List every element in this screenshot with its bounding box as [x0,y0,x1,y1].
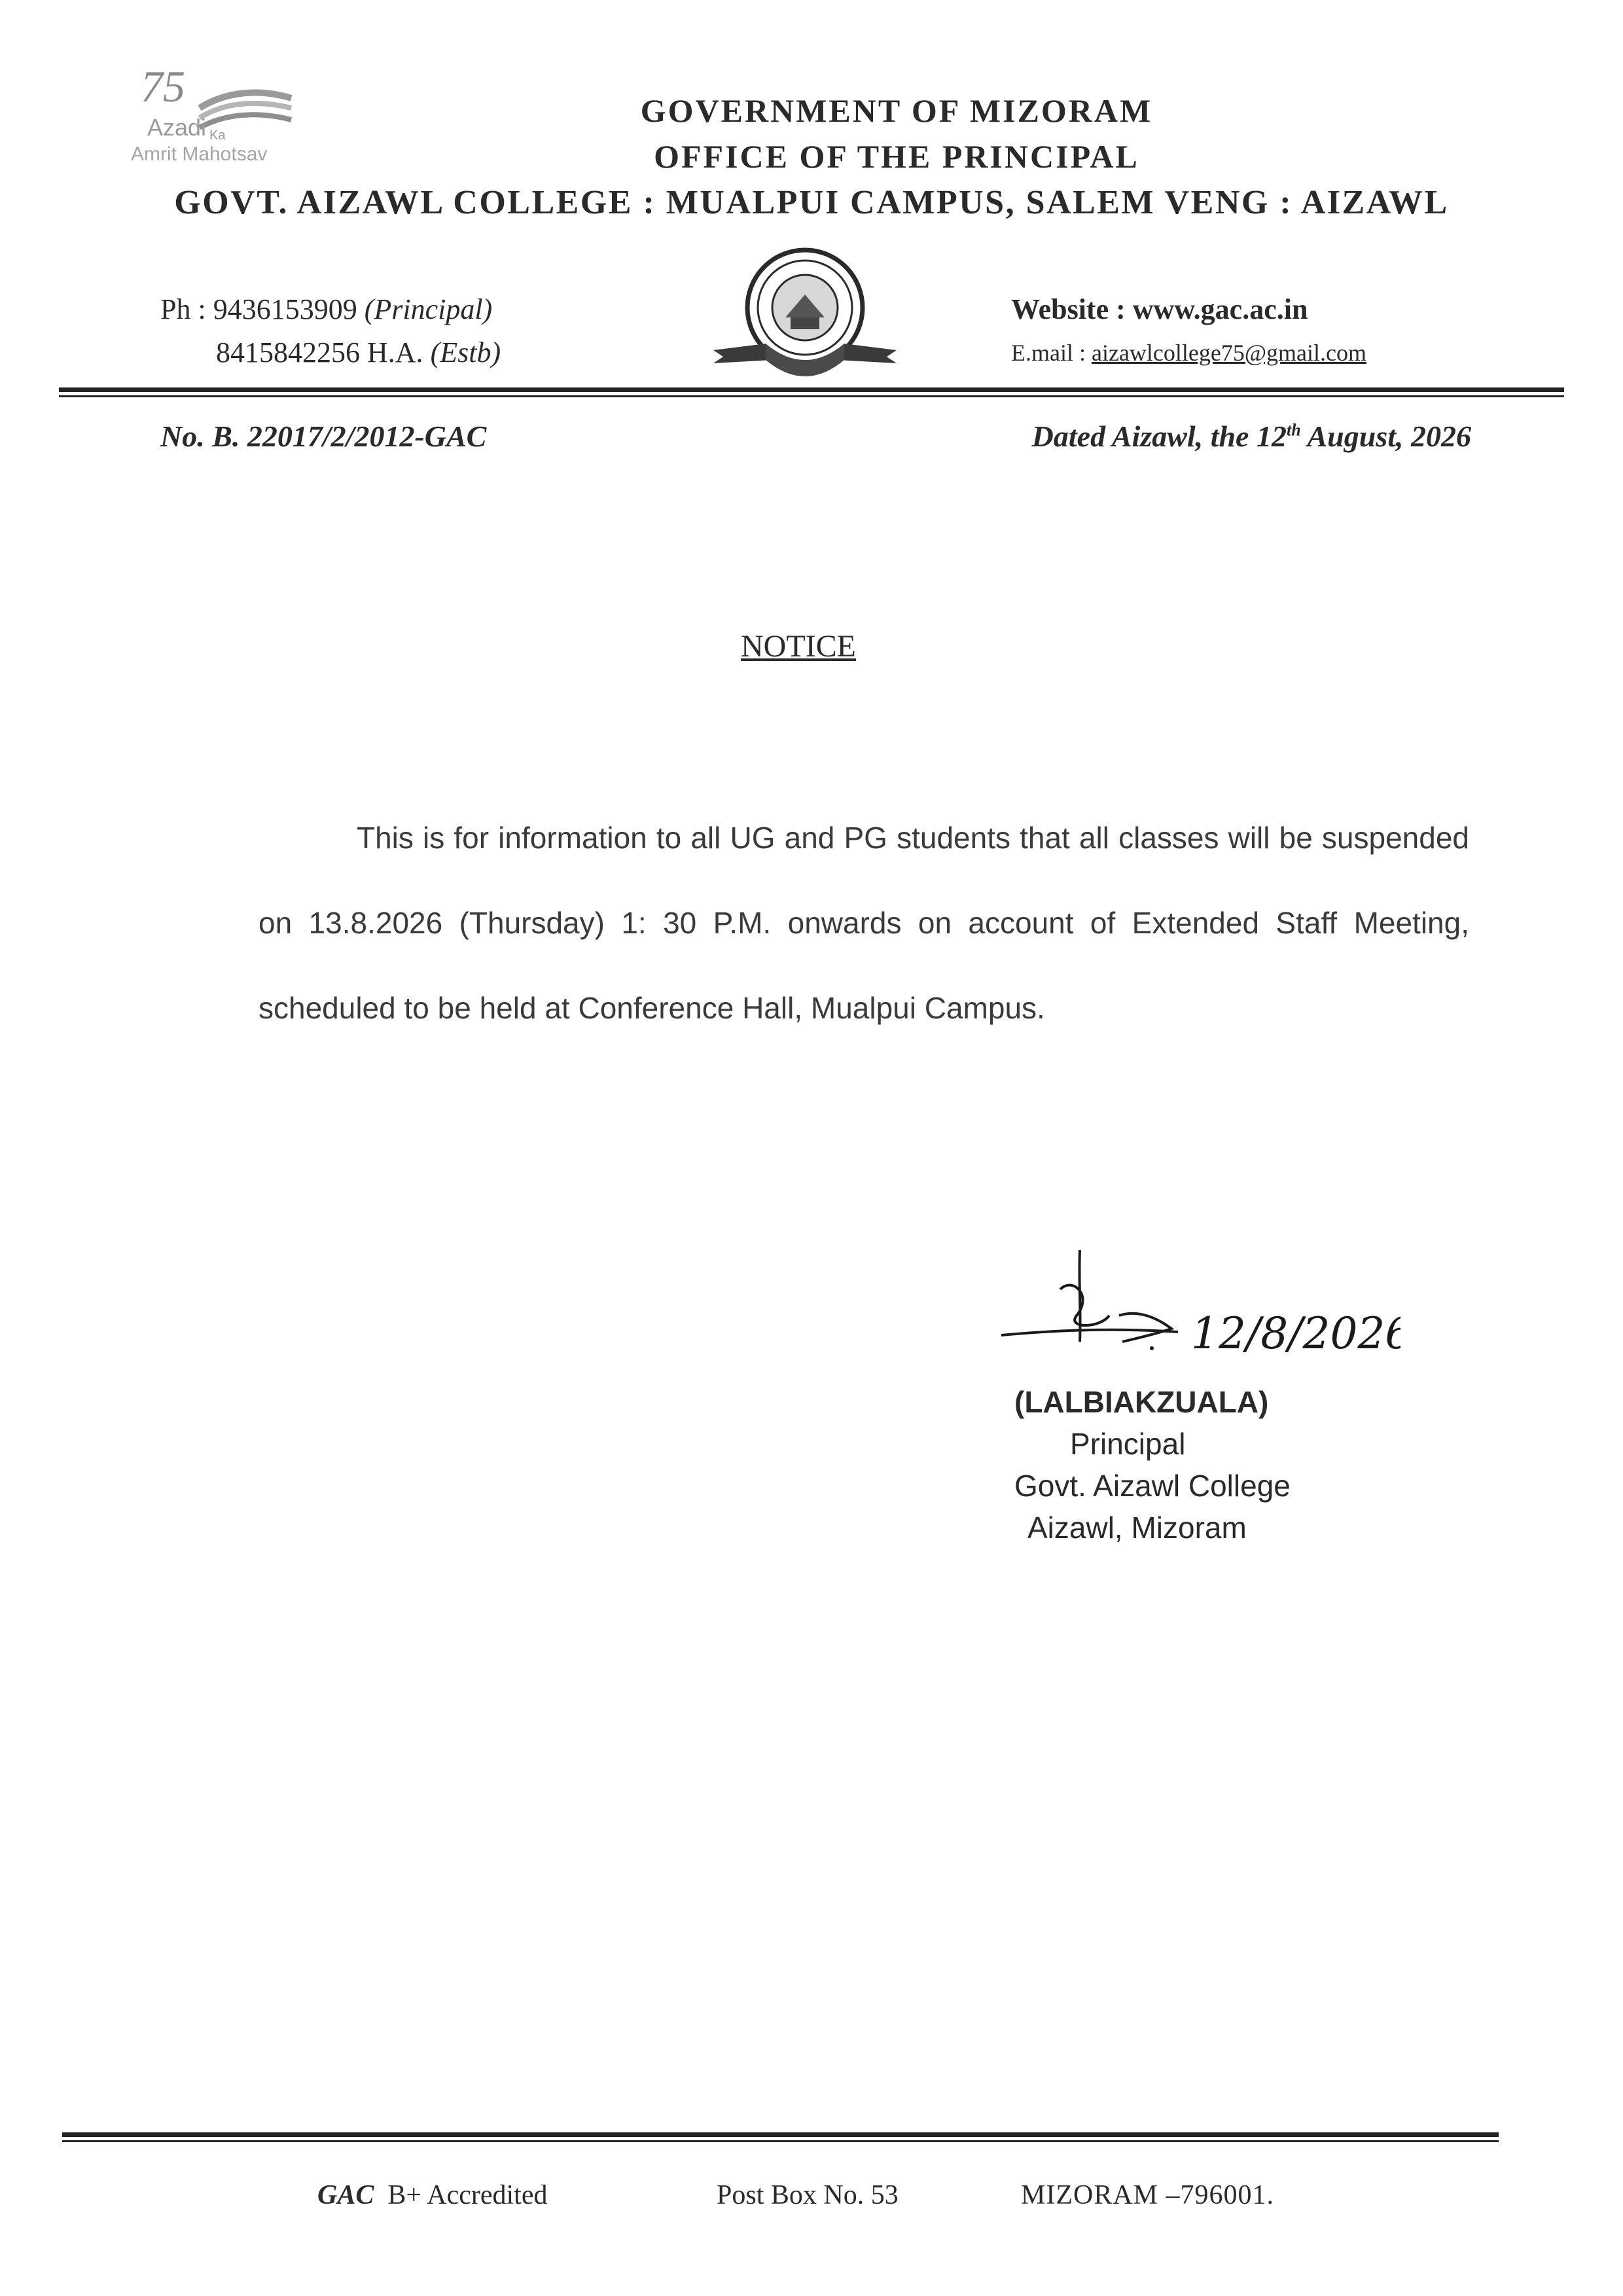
header-divider-thick [59,387,1564,392]
signatory-place: Aizawl, Mizoram [1027,1511,1247,1545]
website-link[interactable]: : www.gac.ac.in [1116,293,1308,325]
notice-body: This is for information to all UG and PG students that all classes will be suspended on 13.8.2026 (Thursday) 1: 30 P.M. onwards on account of Extended Staff Meeting, scheduled to be held at Conference Hall, Mualpui Campus. [259,821,1469,1025]
government-title: GOVERNMENT OF MIZORAM [640,92,1153,129]
estb-phone: 8415842256 H.A. [216,336,423,368]
footer-gac: GAC [317,2180,374,2210]
phone-label: Ph : [160,293,206,325]
college-title: GOVT. AIZAWL COLLEGE : MUALPUI CAMPUS, SALEM VENG : AIZAWL [174,184,1449,221]
signatory-title: Principal [1070,1427,1186,1461]
footer-divider-thick [62,2132,1499,2137]
estb-role: (Estb) [430,336,501,368]
email-label: E.mail : [1011,340,1086,366]
footer-accreditation [317,2179,547,2211]
email-link[interactable]: aizawlcollege75@gmail.com [1091,340,1366,366]
signatory-name: (LALBIAKZUALA) [1014,1385,1269,1419]
reference-date: Dated Aizawl, the 12th August, 2026 [1031,420,1471,453]
amrit-mahotsav: Amrit Mahotsav [131,143,268,165]
azadi-ka: Ka [209,128,226,143]
college-seal-emblem [687,245,923,396]
office-title: OFFICE OF THE PRINCIPAL [654,138,1139,175]
web-block [1011,288,1366,374]
handwritten-signature [995,1237,1400,1388]
footer-postbox: Post Box No. 53 [717,2180,899,2210]
header-divider-thin [59,395,1564,397]
footer-divider-thin [62,2140,1499,2142]
phone-block [160,288,501,374]
reference-number: No. B. 22017/2/2012-GAC [160,420,487,453]
signatory-organization: Govt. Aizawl College [1014,1469,1291,1503]
website-line [1011,288,1366,331]
phone-line-2 [160,331,501,374]
azadi-number: 75 [141,62,185,111]
signature-date: 12/8/2026 [1191,1308,1400,1359]
notice-heading: NOTICE [741,629,856,664]
signatory-block [1014,1381,1291,1549]
principal-phone: 9436153909 [213,293,357,325]
website-label: Website [1011,293,1109,325]
email-line [1011,331,1366,374]
footer-pin: MIZORAM –796001. [1021,2180,1275,2210]
footer-accredited: B+ Accredited [387,2180,548,2210]
principal-role: (Principal) [364,293,493,325]
azadi-word: Azadi [147,114,207,141]
phone-line-1 [160,288,501,331]
